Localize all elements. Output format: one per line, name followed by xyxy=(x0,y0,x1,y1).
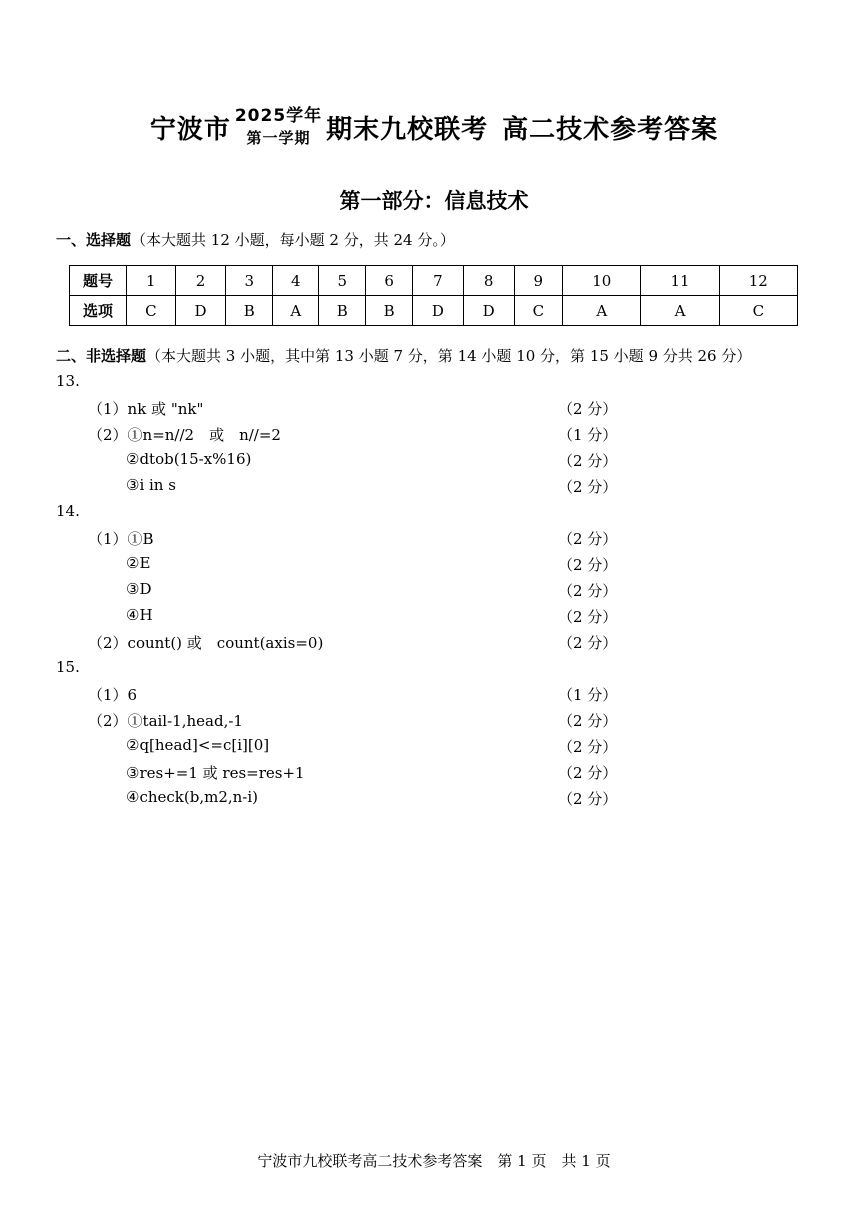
answer-line: （1）nk 或 "nk" xyxy=(88,400,204,418)
question-number: 9 xyxy=(514,266,563,296)
score-label: （2 分） xyxy=(558,478,618,496)
score-label: （1 分） xyxy=(558,686,618,704)
title-exam: 期末九校联考 xyxy=(326,114,489,145)
score-label: （2 分） xyxy=(558,738,618,756)
section-2-heading xyxy=(56,345,751,366)
score-label: （2 分） xyxy=(558,634,618,652)
question-number: 11 xyxy=(641,266,719,296)
page-footer: 宁波市九校联考高二技术参考答案 第 1 页 共 1 页 xyxy=(257,1152,611,1170)
row-label-choice: 选项 xyxy=(70,296,127,326)
school-year-stack xyxy=(235,108,322,146)
section-1-note: （本大题共 12 小题，每小题 2 分，共 24 分。） xyxy=(131,231,455,249)
question-number: 5 xyxy=(319,266,366,296)
score-label: （2 分） xyxy=(558,608,618,626)
semester: 第一学期 xyxy=(246,129,311,147)
section-2-title: 二、非选择题 xyxy=(56,347,147,365)
question-number: 6 xyxy=(366,266,413,296)
answer-table-choice-row xyxy=(70,296,798,326)
section-2-note: （本大题共 3 小题，其中第 13 小题 7 分，第 14 小题 10 分，第 15 小题 9 分共 26 分） xyxy=(146,347,752,365)
answer-choice: D xyxy=(175,296,226,326)
school-year: 2025学年 xyxy=(234,106,323,126)
title-subject: 高二技术参考答案 xyxy=(502,114,719,145)
section-1-heading xyxy=(56,229,455,250)
answer-line: ②dtob(15-x%16) xyxy=(126,450,252,468)
answer-choice: B xyxy=(226,296,273,326)
question-number: 10 xyxy=(563,266,641,296)
answer-choice: C xyxy=(719,296,797,326)
answer-line: ②q[head]<=c[i][0] xyxy=(126,736,270,754)
answer-line: ④H xyxy=(126,606,153,624)
score-label: （2 分） xyxy=(558,712,618,730)
answer-line: ④check(b,m2,n-i) xyxy=(126,788,259,806)
score-label: （2 分） xyxy=(558,790,618,808)
score-label: （2 分） xyxy=(558,764,618,782)
answer-line: ③D xyxy=(126,580,152,598)
answer-choice: B xyxy=(366,296,413,326)
answer-line: ③res+=1 或 res=res+1 xyxy=(126,764,305,782)
document-title xyxy=(0,108,868,146)
score-label: （2 分） xyxy=(558,400,618,418)
question-number: 4 xyxy=(273,266,319,296)
question-number: 2 xyxy=(175,266,226,296)
answer-line: （1）6 xyxy=(88,686,138,704)
answer-choice: B xyxy=(319,296,366,326)
answer-line: （1）①B xyxy=(88,530,154,548)
score-label: （2 分） xyxy=(558,530,618,548)
answer-table-number-row xyxy=(70,266,798,296)
section-1-title: 一、选择题 xyxy=(56,231,132,249)
question-number: 3 xyxy=(226,266,273,296)
score-label: （2 分） xyxy=(558,582,618,600)
question-15-label: 15. xyxy=(56,658,80,676)
answer-choice: A xyxy=(563,296,641,326)
question-13-label: 13. xyxy=(56,372,80,390)
question-14-label: 14. xyxy=(56,502,80,520)
answer-table xyxy=(69,265,798,326)
answer-line: （2）①n=n//2 或 n//=2 xyxy=(88,426,281,444)
answer-choice: C xyxy=(514,296,563,326)
question-number: 1 xyxy=(127,266,176,296)
answer-line: ②E xyxy=(126,554,151,572)
row-label-number: 题号 xyxy=(70,266,127,296)
answer-choice: A xyxy=(273,296,319,326)
question-number: 8 xyxy=(463,266,514,296)
answer-line: （2）count() 或 count(axis=0) xyxy=(88,634,324,652)
title-prefix: 宁波市 xyxy=(149,114,231,145)
answer-line: （2）①tail-1,head,-1 xyxy=(88,712,243,730)
answer-choice: D xyxy=(463,296,514,326)
answer-line: ③i in s xyxy=(126,476,176,494)
question-number: 7 xyxy=(413,266,464,296)
score-label: （1 分） xyxy=(558,426,618,444)
answer-choice: D xyxy=(413,296,464,326)
question-number: 12 xyxy=(719,266,797,296)
part-title: 第一部分：信息技术 xyxy=(339,188,529,213)
answer-choice: A xyxy=(641,296,719,326)
answer-choice: C xyxy=(127,296,176,326)
score-label: （2 分） xyxy=(558,556,618,574)
score-label: （2 分） xyxy=(558,452,618,470)
